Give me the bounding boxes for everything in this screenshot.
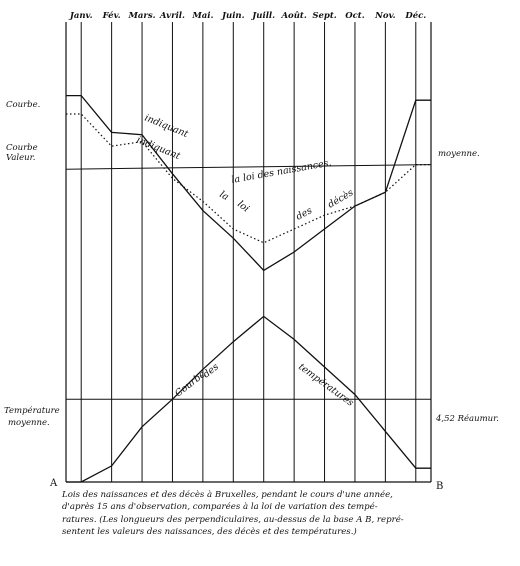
anno-indiquant-lower: indiquant (134, 134, 182, 163)
series-lines (66, 96, 431, 482)
figure-caption (62, 489, 432, 538)
month-labels (68, 10, 426, 21)
chart-frame (66, 22, 431, 482)
month-label: Août. (281, 11, 307, 21)
anno-deces-loi: loi (235, 198, 252, 215)
anno-loi-naissances: la loi des naissances. (230, 157, 333, 186)
month-label: Juill. (252, 11, 276, 21)
anno-deces-des: des (294, 205, 315, 223)
mean-value-line (66, 165, 431, 170)
anno-indiquant-upper: indiquant (142, 112, 190, 141)
label-courbe-valeur-1: Courbe (6, 143, 38, 153)
month-label: Fév. (102, 11, 121, 21)
caption-line: sentent les valeurs des naissances, des décès et des températures.) (62, 526, 357, 537)
label-courbe: Courbe. (6, 100, 41, 110)
month-label: Mars. (128, 11, 156, 21)
anno-courbe: Courbe (173, 368, 208, 400)
anno-deces-la: la (217, 189, 231, 203)
month-label: Déc. (405, 11, 427, 21)
label-moyenne-right: moyenne. (438, 149, 480, 159)
month-label: Oct. (345, 11, 365, 21)
month-label: Juin. (222, 11, 245, 21)
month-label: Mai. (192, 11, 214, 21)
caption-line: Lois des naissances et des décès à Bruxelles, pendant le cours d'une année, (62, 490, 393, 500)
month-label: Avril. (159, 11, 186, 21)
anno-deces-deces: décès. (326, 185, 358, 211)
label-reaumur: 4,52 Réaumur. (436, 414, 499, 424)
month-label: Janv. (69, 11, 93, 21)
month-label: Nov. (375, 11, 396, 21)
label-temperature-1: Température (4, 406, 60, 416)
label-temperature-2: moyenne. (8, 418, 50, 428)
month-label: Sept. (312, 11, 337, 21)
month-gridlines (81, 22, 416, 482)
anno-courbe-des: des (201, 361, 221, 381)
point-a: A (50, 478, 58, 489)
anno-temperatures: températures (296, 361, 356, 409)
label-courbe-valeur-2: Valeur. (6, 153, 36, 163)
caption-line: ratures. (Les longueurs des perpendiculaires, au-dessus de la base A B, repré- (62, 514, 404, 525)
point-b: B (436, 481, 444, 489)
caption-line: d'après 15 ans d'observation, comparées à la loi de variation des tempé- (62, 502, 378, 513)
